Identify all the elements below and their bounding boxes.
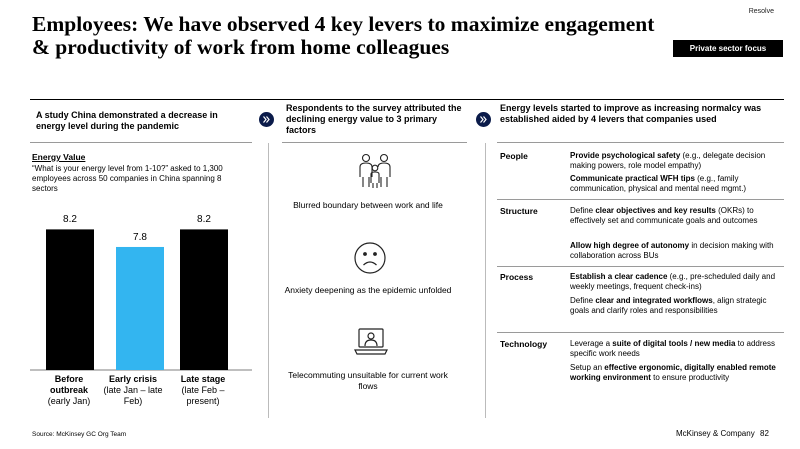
page-number: 82 bbox=[760, 429, 769, 438]
lever-rest: (OKRs) to effectively set and communicate goals and outcomes bbox=[570, 206, 758, 225]
category-label bbox=[172, 374, 234, 407]
lever-bold: Allow high degree of autonomy bbox=[570, 241, 690, 250]
lever-pre: Setup an bbox=[570, 363, 605, 372]
lever-bold: Establish a clear cadence bbox=[570, 272, 668, 281]
company-name: McKinsey & Company bbox=[676, 429, 755, 438]
left-heading: A study China demonstrated a decrease in energy level during the pandemic bbox=[36, 110, 218, 131]
lever-bold: Provide psychological safety bbox=[570, 151, 681, 160]
right-heading: Energy levels started to improve as increasing normalcy was established aided by 4 levers that companies used bbox=[500, 103, 762, 124]
lever-rest: to address specific work needs bbox=[570, 339, 775, 358]
column-divider bbox=[268, 143, 269, 418]
category-sub: (early Jan) bbox=[47, 396, 91, 406]
row-label-people: People bbox=[500, 151, 528, 161]
lever-rest: to ensure productivity bbox=[650, 373, 730, 382]
row-label-structure: Structure bbox=[500, 206, 538, 216]
brand-label: Resolve bbox=[748, 8, 774, 15]
lever-rest: in decision making with collaboration across BUs bbox=[570, 241, 774, 260]
row-divider bbox=[497, 199, 784, 200]
row-label-process: Process bbox=[500, 272, 534, 282]
lever-text bbox=[570, 296, 780, 316]
survey-question: “What is your energy level from 1-10?” asked to 1,300 employees across 50 companies in China spanning 8 sectors bbox=[32, 164, 223, 193]
family-icon bbox=[355, 153, 395, 189]
category-main: Before outbreak bbox=[49, 374, 88, 395]
right-rule bbox=[497, 142, 784, 143]
left-rule bbox=[30, 142, 252, 143]
lever-bold: clear objectives and key results bbox=[595, 206, 716, 215]
sad-face-icon bbox=[353, 241, 387, 275]
energy-bar-chart bbox=[30, 200, 252, 380]
top-divider bbox=[30, 99, 784, 100]
bar-value-label: 7.8 bbox=[133, 231, 147, 243]
lever-text bbox=[570, 339, 780, 359]
bar-value-label: 8.2 bbox=[197, 214, 211, 226]
lever-text bbox=[570, 363, 780, 383]
lever-text bbox=[570, 241, 780, 261]
lever-rest: (e.g., pre-scheduled daily and weekly meetings, frequent check-ins) bbox=[570, 272, 776, 291]
lever-rest: (e.g., delegate decision making powers, role model empathy) bbox=[570, 151, 766, 170]
factor-text: Blurred boundary between work and life bbox=[293, 200, 443, 210]
lever-bold: Communicate practical WFH tips bbox=[570, 174, 695, 183]
bar-before-outbreak bbox=[46, 229, 94, 370]
factor-text: Anxiety deepening as the epidemic unfolded bbox=[284, 285, 452, 295]
factor-text: Telecommuting unsuitable for current work flows bbox=[288, 370, 448, 391]
chevron-right-icon bbox=[476, 112, 491, 127]
row-divider bbox=[497, 332, 784, 333]
laptop-user-icon bbox=[354, 327, 388, 357]
lever-bold: clear and integrated workflows bbox=[595, 296, 713, 305]
column-divider bbox=[485, 143, 486, 418]
bar-value-label: 8.2 bbox=[63, 214, 77, 226]
lever-rest: (e.g., family communication, physical and mental need mgmt.) bbox=[570, 174, 747, 193]
category-sub: (late Jan – late Feb) bbox=[103, 385, 163, 406]
lever-bold: effective ergonomic, digitally enabled remote working environment bbox=[570, 363, 776, 382]
lever-bold: suite of digital tools / new media bbox=[612, 339, 736, 348]
row-divider bbox=[497, 266, 784, 267]
lever-pre: Define bbox=[570, 206, 596, 215]
lever-text bbox=[570, 151, 780, 171]
focus-tag: Private sector focus bbox=[673, 40, 783, 57]
category-main: Early crisis bbox=[108, 374, 158, 384]
bar-early-crisis bbox=[116, 247, 164, 370]
bar-late-stage bbox=[180, 229, 228, 370]
middle-heading: Respondents to the survey attributed the declining energy value to 3 primary factors bbox=[286, 103, 462, 135]
chart-title: Energy Value bbox=[32, 152, 86, 162]
lever-text bbox=[570, 272, 780, 292]
lever-pre: Leverage a bbox=[570, 339, 613, 348]
category-sub: (late Feb – present) bbox=[181, 385, 225, 406]
source-note: Source: McKinsey GC Org Team bbox=[32, 431, 127, 438]
chevron-right-icon bbox=[259, 112, 274, 127]
lever-text bbox=[570, 206, 780, 226]
category-label bbox=[102, 374, 164, 407]
middle-rule bbox=[282, 142, 467, 143]
category-main: Late stage bbox=[180, 374, 226, 384]
lever-pre: Define bbox=[570, 296, 596, 305]
row-label-technology: Technology bbox=[500, 339, 548, 349]
lever-text bbox=[570, 174, 780, 194]
lever-rest: , align strategic goals and clarify roles and responsibilities bbox=[570, 296, 767, 315]
category-label bbox=[38, 374, 100, 407]
page-title: Employees: We have observed 4 key levers to maximize engagement & productivity of work from home colleagues bbox=[32, 12, 655, 59]
